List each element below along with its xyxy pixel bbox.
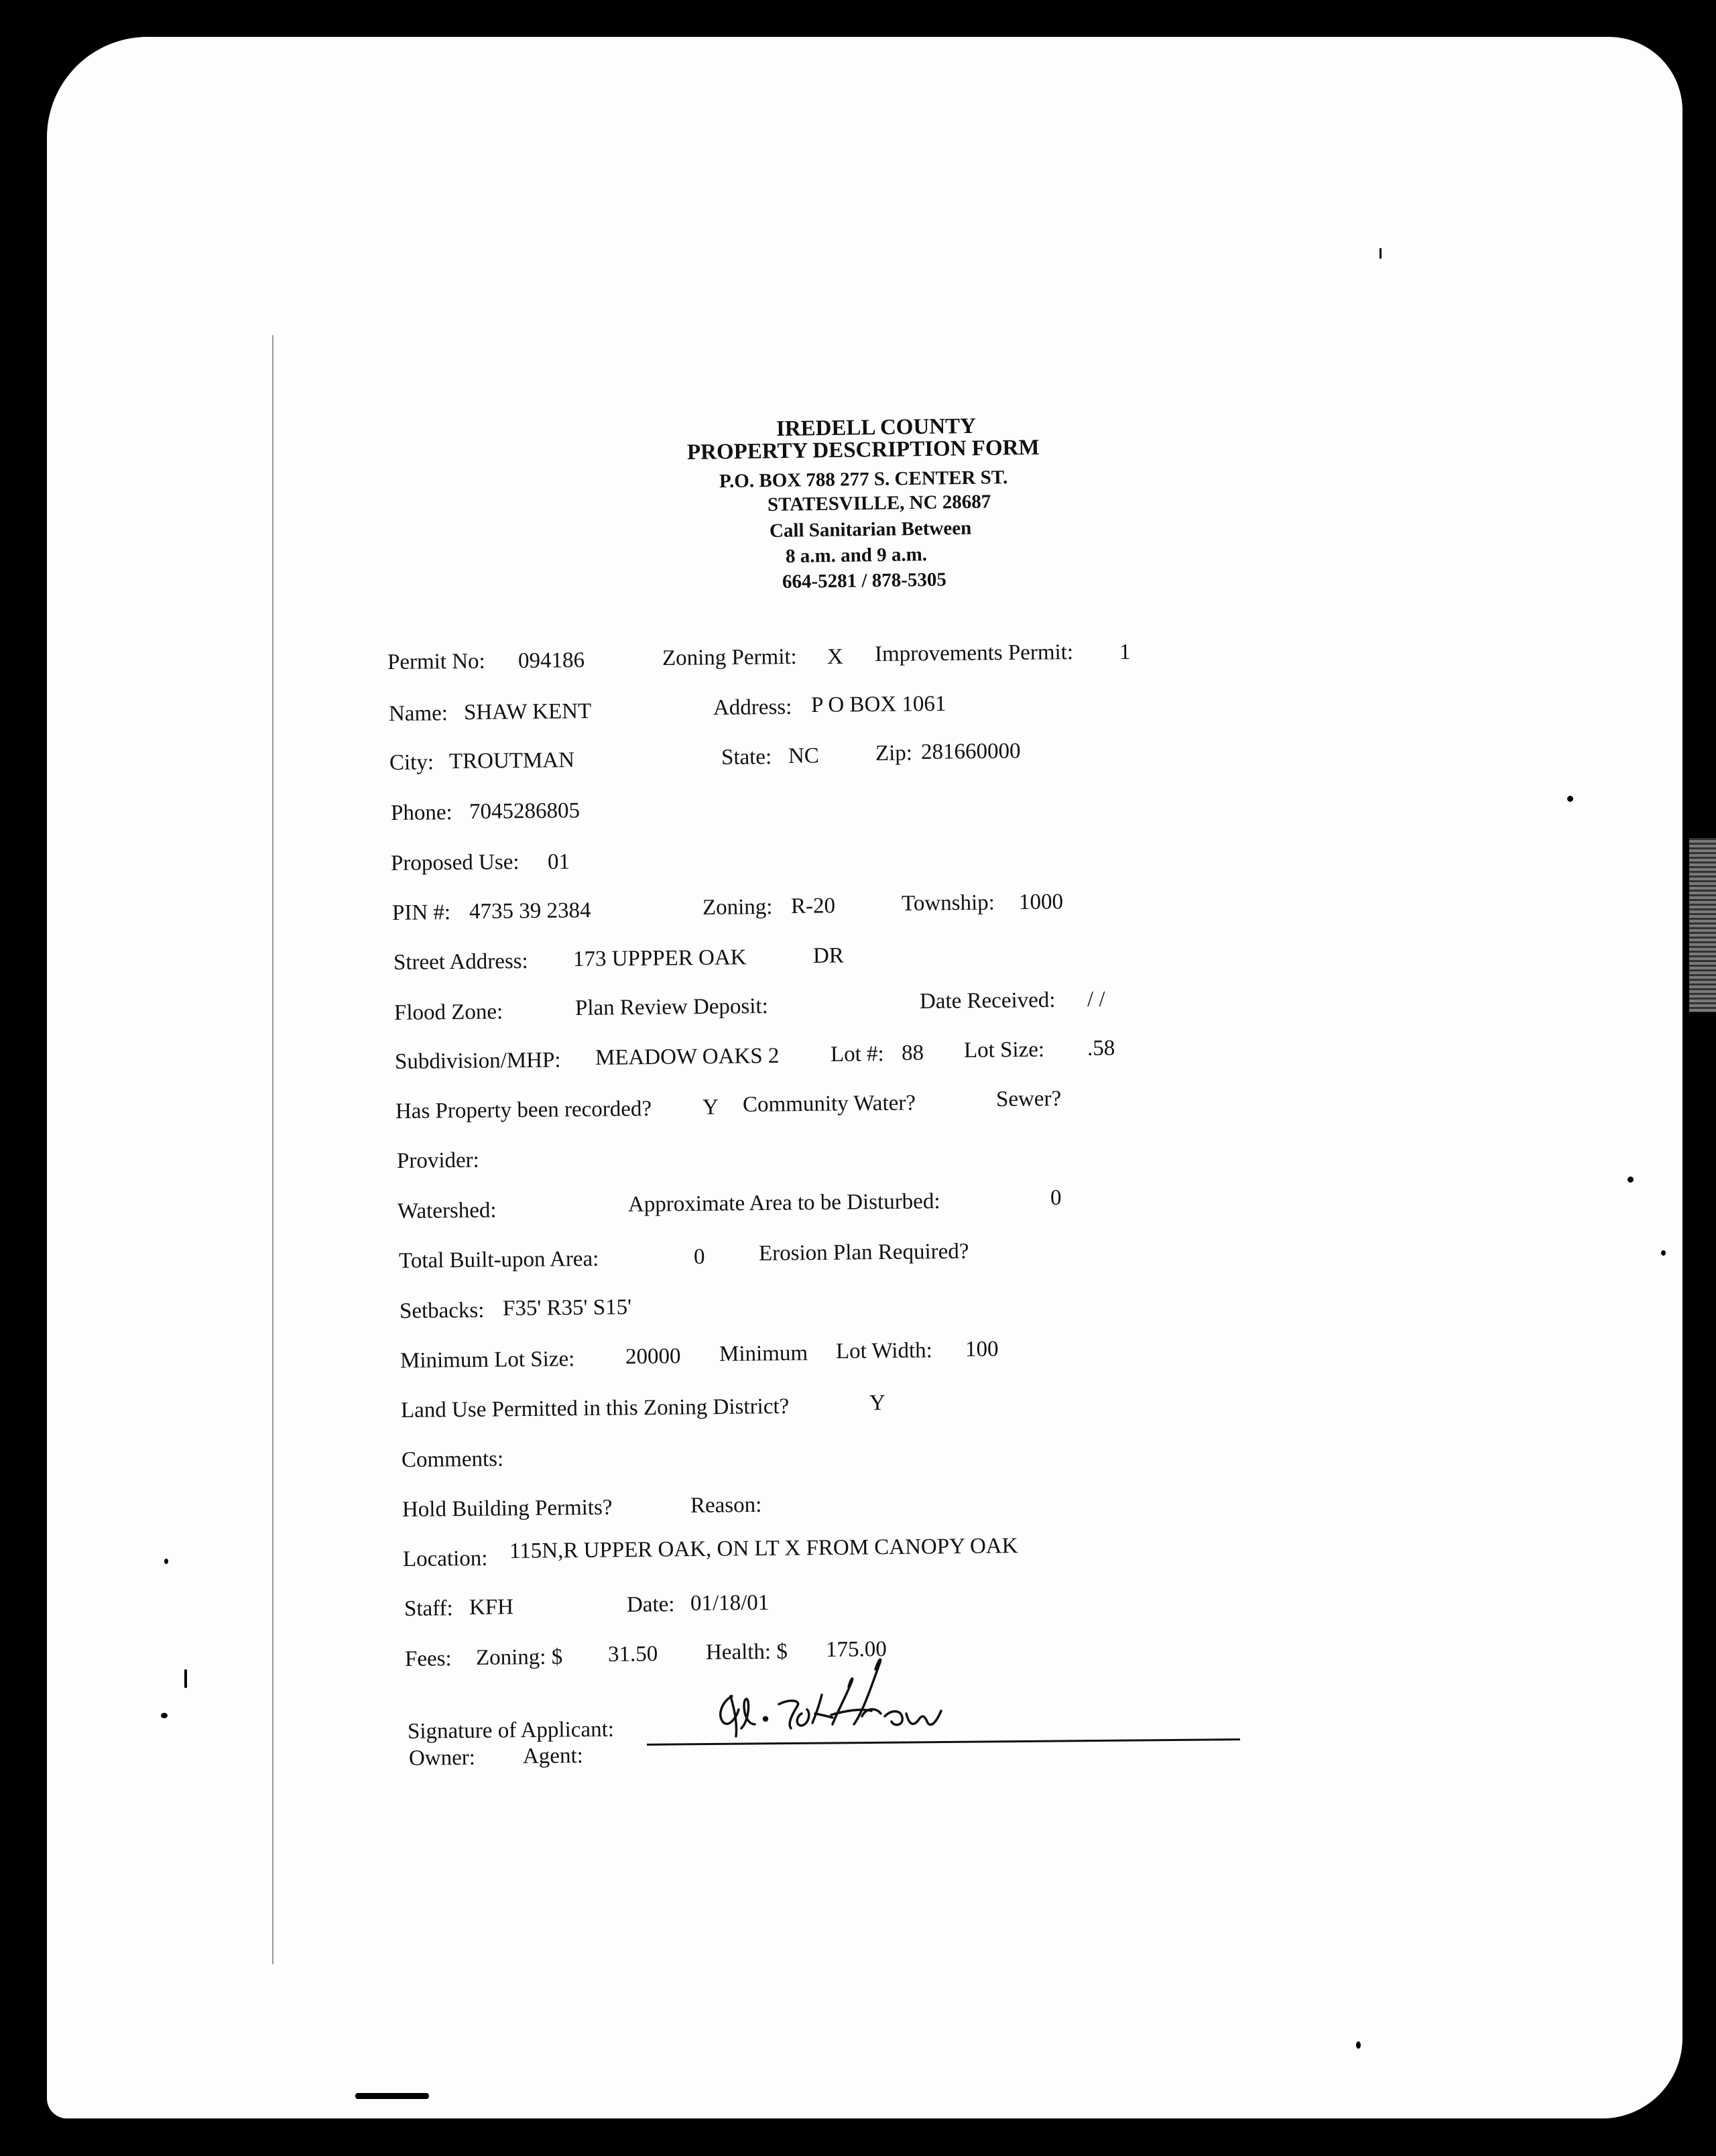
land-use-label: Land Use Permitted in this Zoning District?: [400, 1394, 790, 1423]
sewer-label: Sewer?: [995, 1086, 1062, 1112]
flood-zone-label: Flood Zone:: [393, 1000, 503, 1025]
owner-label: Owner:: [408, 1745, 476, 1771]
lot-size-value: .58: [1087, 1036, 1115, 1061]
subdivision-value: MEADOW OAKS 2: [595, 1044, 780, 1070]
pin-value: 4735 39 2384: [469, 898, 591, 924]
paper-sheet: [47, 37, 1682, 2118]
date-label: Date:: [626, 1592, 675, 1617]
form-title: PROPERTY DESCRIPTION FORM: [686, 435, 1040, 465]
speck: [1628, 1177, 1634, 1183]
city-label: City:: [389, 750, 434, 775]
staff-label: Staff:: [404, 1596, 453, 1621]
speck: [355, 2093, 429, 2099]
margin-line: [272, 335, 273, 1964]
zip-value: 281660000: [920, 739, 1021, 764]
date-received-label: Date Received:: [919, 987, 1056, 1014]
lot-width-value: 100: [965, 1337, 999, 1362]
location-label: Location:: [402, 1546, 488, 1571]
township-label: Township:: [901, 890, 995, 916]
speck: [1661, 1250, 1666, 1256]
call-instructions: Call Sanitarian Between: [769, 517, 972, 542]
date-value: 01/18/01: [690, 1590, 770, 1616]
permit-no-label: Permit No:: [387, 649, 485, 674]
recorded-value: Y: [702, 1095, 719, 1120]
lot-no-value: 88: [901, 1040, 924, 1065]
address-value: P O BOX 1061: [810, 691, 946, 717]
fees-health-value: 175.00: [825, 1637, 887, 1662]
lot-size-label: Lot Size:: [963, 1037, 1045, 1063]
provider-label: Provider:: [396, 1148, 480, 1173]
agent-label: Agent:: [522, 1744, 584, 1769]
lot-width-label: Lot Width:: [835, 1338, 932, 1364]
subdivision-label: Subdivision/MHP:: [394, 1048, 561, 1074]
watershed-label: Watershed:: [397, 1198, 497, 1223]
approx-area-label: Approximate Area to be Disturbed:: [627, 1189, 940, 1217]
approx-area-value: 0: [1050, 1185, 1062, 1210]
reason-label: Reason:: [690, 1492, 762, 1518]
speck: [1380, 248, 1382, 259]
call-hours: 8 a.m. and 9 a.m.: [785, 544, 928, 567]
permit-no-value: 094186: [517, 648, 585, 673]
recorded-label: Has Property been recorded?: [395, 1097, 652, 1124]
state-value: NC: [788, 743, 820, 768]
name-label: Name:: [388, 701, 448, 726]
township-value: 1000: [1018, 890, 1064, 914]
location-value: 115N,R UPPER OAK, ON LT X FROM CANOPY OAK: [509, 1534, 1018, 1563]
built-upon-label: Total Built-upon Area:: [398, 1246, 599, 1273]
phone-value: 7045286805: [469, 798, 580, 824]
erosion-label: Erosion Plan Required?: [758, 1239, 969, 1266]
edge-noise: [1689, 838, 1716, 1012]
improvements-permit-label: Improvements Permit:: [874, 640, 1074, 666]
setbacks-value: F35' R35' S15': [502, 1295, 632, 1321]
plan-review-label: Plan Review Deposit:: [574, 994, 768, 1020]
comments-label: Comments:: [401, 1447, 504, 1472]
zoning-permit-label: Zoning Permit:: [662, 644, 797, 670]
name-value: SHAW KENT: [463, 699, 592, 725]
speck: [161, 1713, 168, 1718]
zoning-permit-value: X: [826, 644, 844, 669]
improvements-permit-value: 1: [1119, 640, 1131, 664]
applicant-signature: [690, 1649, 1012, 1750]
fees-zoning-label: Zoning: $: [475, 1644, 563, 1670]
setbacks-label: Setbacks:: [399, 1298, 485, 1323]
min-label: Minimum: [719, 1341, 808, 1366]
fees-health-label: Health: $: [705, 1639, 788, 1665]
fees-zoning-value: 31.50: [607, 1642, 658, 1667]
county-title: IREDELL COUNTY: [776, 414, 977, 441]
signature-label: Signature of Applicant:: [407, 1717, 615, 1744]
proposed-use-label: Proposed Use:: [390, 849, 519, 876]
address-label: Address:: [713, 695, 792, 720]
phone-label: Phone:: [390, 800, 452, 825]
staff-value: KFH: [469, 1595, 514, 1620]
zip-label: Zip:: [875, 741, 913, 766]
zoning-value: R-20: [790, 894, 836, 918]
hold-permits-label: Hold Building Permits?: [402, 1495, 613, 1522]
phone-numbers: 664-5281 / 878-5305: [782, 568, 947, 593]
land-use-value: Y: [869, 1390, 886, 1415]
pin-label: PIN #:: [391, 900, 451, 925]
speck: [1567, 796, 1573, 802]
po-box-address: P.O. BOX 788 277 S. CENTER ST.: [719, 466, 1008, 492]
state-label: State:: [721, 745, 772, 770]
zoning-label: Zoning:: [702, 894, 773, 920]
proposed-use-value: 01: [547, 849, 570, 874]
fees-label: Fees:: [404, 1646, 452, 1671]
street-address-value: 173 UPPPER OAK: [572, 945, 747, 971]
city-value: TROUTMAN: [448, 748, 575, 774]
street-address-label: Street Address:: [393, 949, 528, 975]
built-upon-value: 0: [693, 1244, 705, 1269]
street-suffix-value: DR: [812, 943, 845, 968]
speck: [164, 1559, 168, 1564]
lot-no-label: Lot #:: [830, 1042, 884, 1067]
city-state-zip: STATESVILLE, NC 28687: [767, 491, 991, 516]
min-lot-size-label: Minimum Lot Size:: [400, 1347, 575, 1373]
min-lot-size-value: 20000: [625, 1344, 681, 1369]
speck: [184, 1669, 187, 1688]
date-received-value: / /: [1087, 987, 1105, 1012]
speck: [1356, 2041, 1361, 2049]
community-water-label: Community Water?: [742, 1091, 916, 1117]
